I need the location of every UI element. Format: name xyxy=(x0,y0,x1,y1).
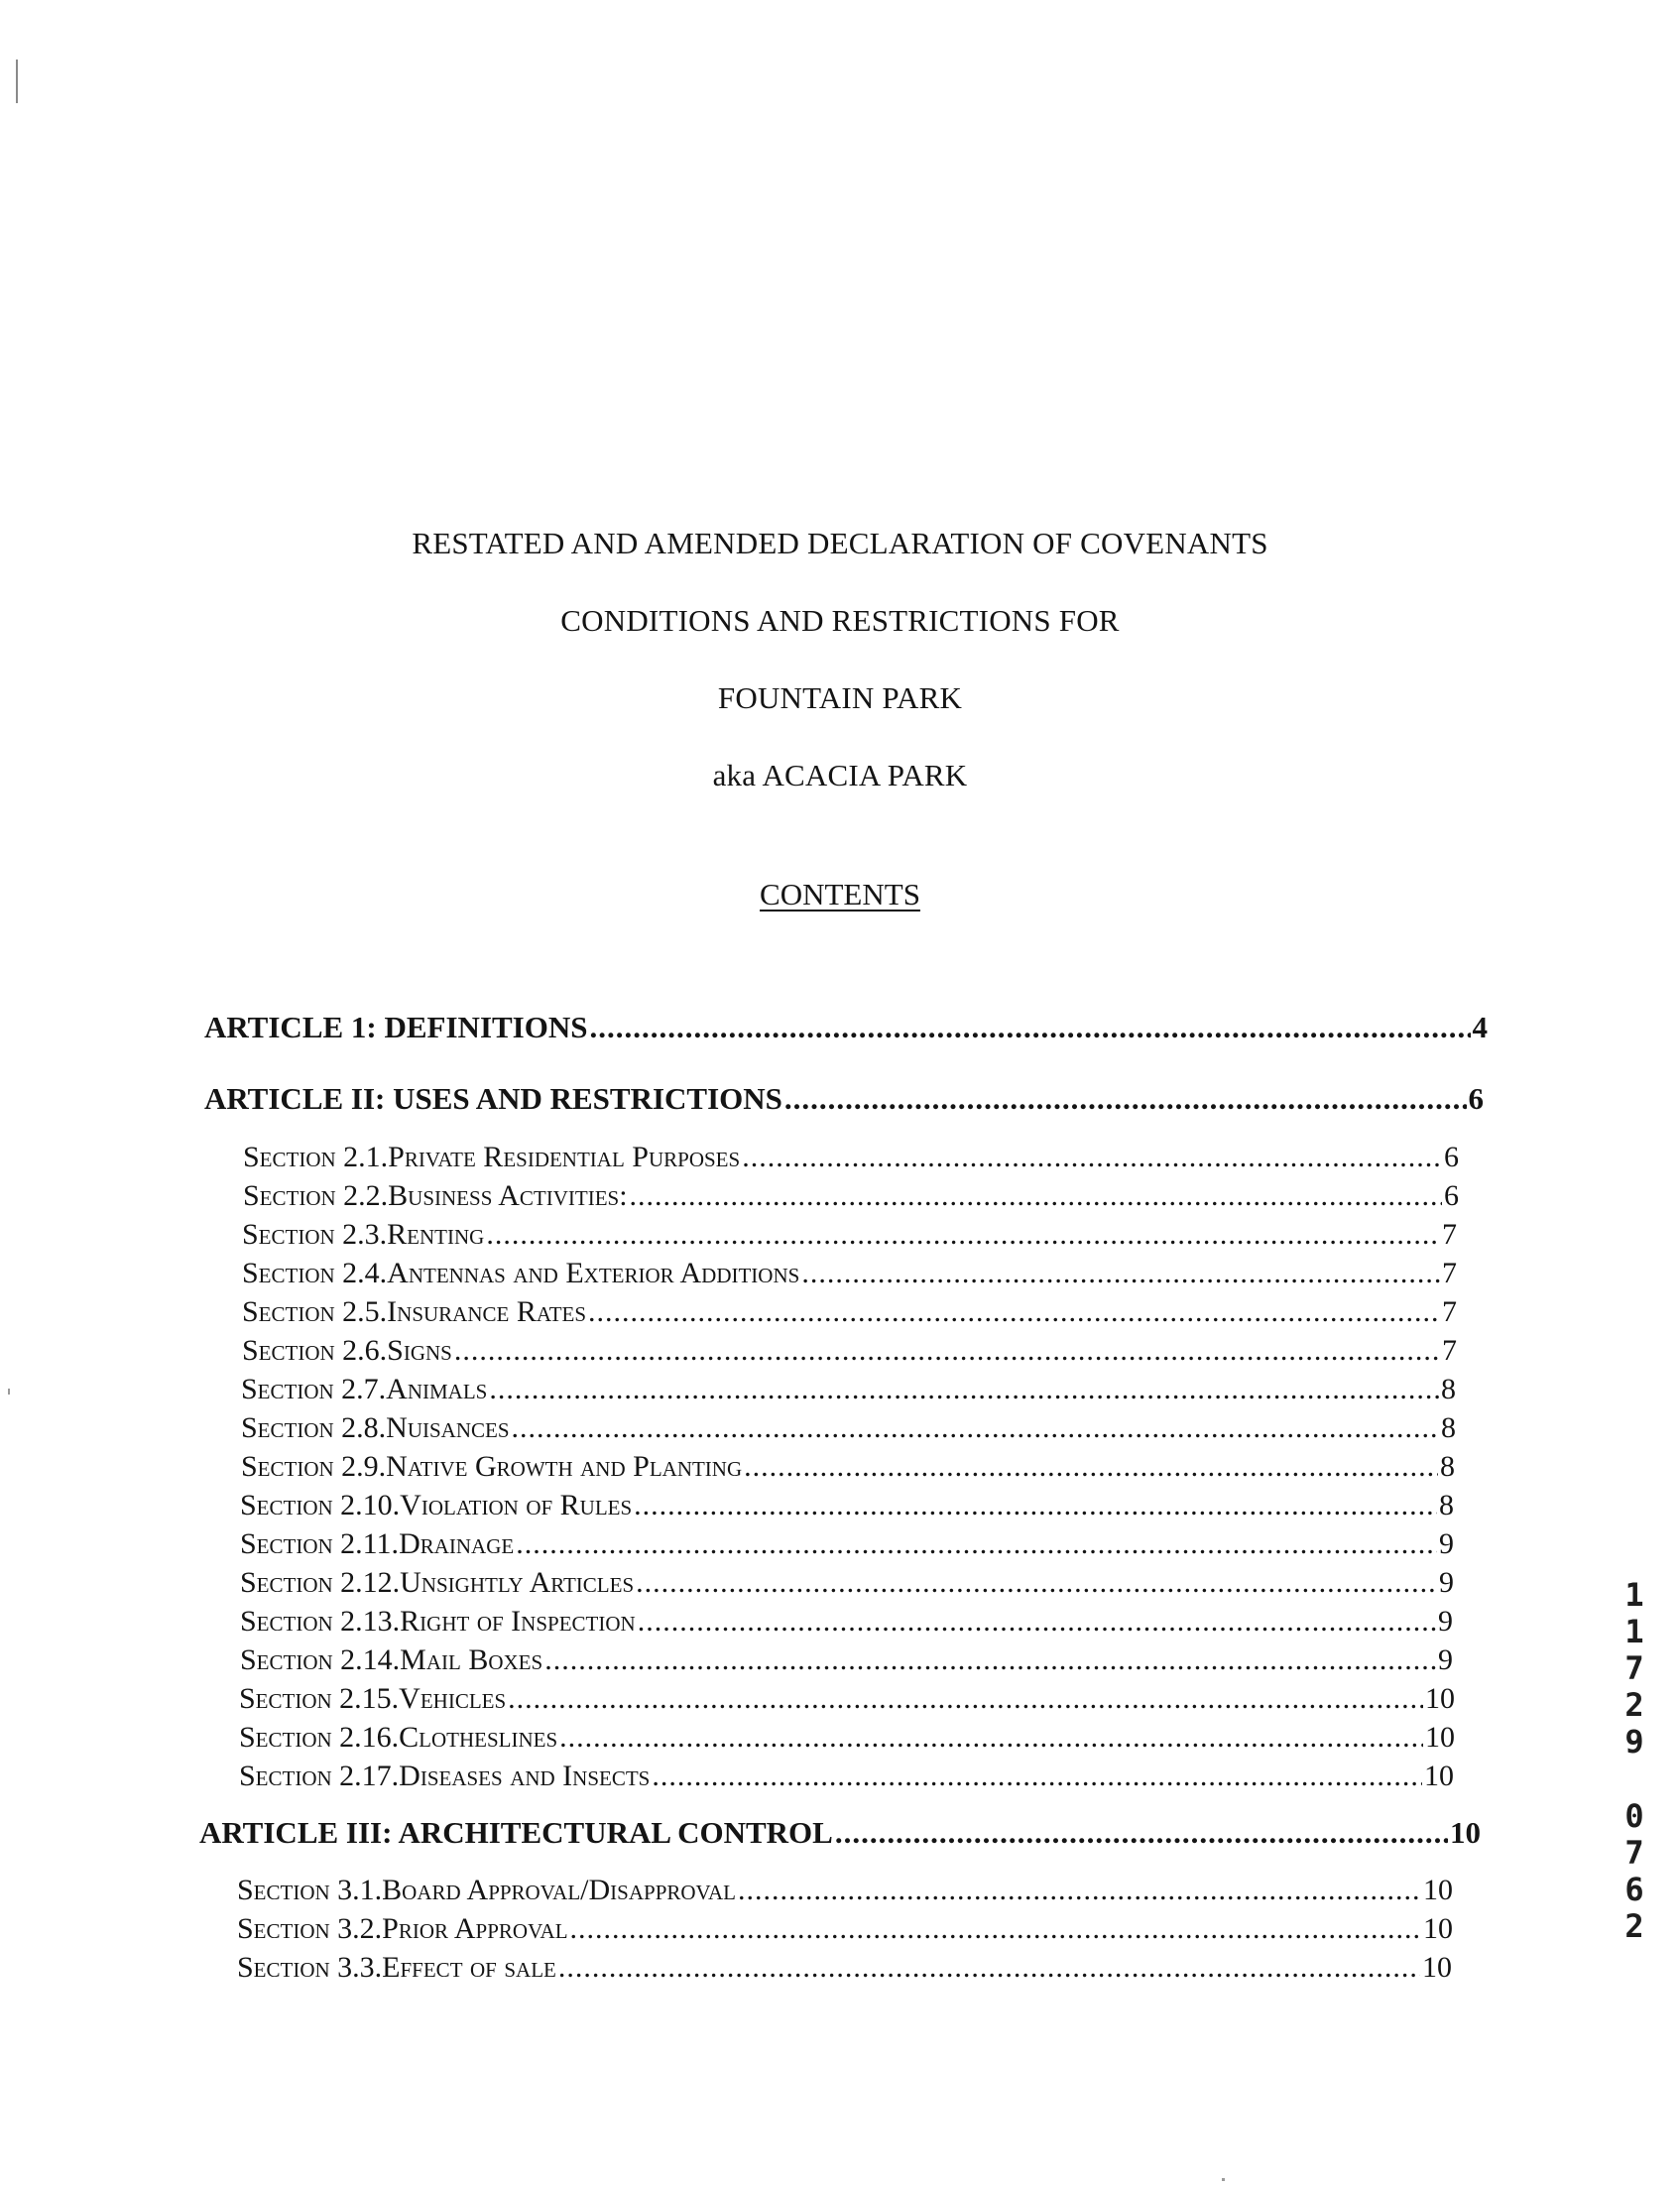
stamp-digit: 1 xyxy=(1624,1613,1644,1650)
recording-number-stamp xyxy=(1615,1577,1654,1945)
toc-page-number: 9 xyxy=(1439,1527,1454,1560)
dot-leader xyxy=(516,1527,1437,1561)
toc-page-number: 9 xyxy=(1439,1566,1454,1599)
stamp-digit: 0 xyxy=(1624,1797,1644,1835)
toc-section-number: Section 2.12. xyxy=(240,1566,401,1599)
toc-section-2-8[interactable] xyxy=(241,1411,1456,1445)
toc-section-2-6[interactable] xyxy=(242,1334,1457,1368)
stamp-digit: 2 xyxy=(1624,1686,1644,1724)
contents-heading xyxy=(0,877,1680,912)
toc-section-2-17[interactable] xyxy=(239,1760,1454,1793)
toc-section-number: Section 2.1. xyxy=(243,1141,389,1173)
dot-leader xyxy=(634,1489,1437,1522)
toc-section-title: Right of Inspection xyxy=(400,1605,636,1638)
stamp-digit: 7 xyxy=(1624,1649,1644,1687)
toc-section-title: Drainage xyxy=(399,1527,515,1560)
title-line-1: RESTATED AND AMENDED DECLARATION OF COVENANTS xyxy=(412,526,1268,560)
dot-leader xyxy=(486,1218,1440,1252)
toc-section-title: Diseases and Insects xyxy=(399,1760,651,1792)
toc-section-title: Violation of Rules xyxy=(400,1489,633,1521)
toc-section-number: Section 2.17. xyxy=(239,1760,400,1792)
toc-section-2-13[interactable] xyxy=(240,1605,1453,1639)
toc-section-title: Nuisances xyxy=(386,1411,510,1444)
toc-section-2-2[interactable] xyxy=(243,1179,1459,1213)
toc-section-title: Renting xyxy=(387,1218,485,1251)
toc-section-title: Prior Approval xyxy=(382,1912,568,1945)
contents-heading-text: CONTENTS xyxy=(760,877,920,912)
toc-section-title: Animals xyxy=(386,1373,488,1405)
toc-page-number: 9 xyxy=(1438,1643,1453,1676)
toc-section-number: Section 3.1. xyxy=(237,1874,383,1906)
toc-section-number: Section 2.16. xyxy=(239,1721,400,1754)
toc-page-number: 7 xyxy=(1442,1295,1457,1328)
toc-section-3-2[interactable] xyxy=(237,1912,1453,1946)
dot-leader xyxy=(559,1721,1423,1755)
toc-section-title: Private Residential Purposes xyxy=(388,1141,741,1173)
toc-section-number: Section 2.3. xyxy=(242,1218,388,1251)
toc-section-2-11[interactable] xyxy=(240,1527,1454,1561)
toc-section-title: Antennas and Exterior Additions xyxy=(387,1257,800,1289)
toc-page-number: 7 xyxy=(1442,1218,1457,1251)
toc-page-number: 10 xyxy=(1425,1721,1455,1754)
toc-article-3[interactable] xyxy=(199,1815,1481,1851)
toc-section-title: Mail Boxes xyxy=(400,1643,543,1676)
dot-leader xyxy=(638,1605,1436,1639)
dot-leader xyxy=(508,1682,1423,1716)
toc-section-2-14[interactable] xyxy=(240,1643,1453,1677)
toc-page-number: 10 xyxy=(1424,1760,1454,1792)
toc-section-2-7[interactable] xyxy=(241,1373,1456,1406)
toc-section-number: Section 2.14. xyxy=(240,1643,401,1676)
dot-leader xyxy=(784,1081,1467,1117)
dot-leader xyxy=(636,1566,1437,1600)
toc-article-1[interactable] xyxy=(204,1010,1488,1045)
toc-article-2[interactable] xyxy=(204,1081,1484,1117)
toc-section-number: Section 2.2. xyxy=(243,1179,389,1212)
toc-section-number: Section 2.9. xyxy=(241,1450,387,1483)
title-line-2: CONDITIONS AND RESTRICTIONS FOR xyxy=(560,603,1120,638)
toc-section-number: Section 2.11. xyxy=(240,1527,400,1560)
toc-page-number: 6 xyxy=(1468,1081,1484,1116)
toc-page-number: 8 xyxy=(1441,1373,1456,1405)
toc-section-2-12[interactable] xyxy=(240,1566,1454,1600)
dot-leader xyxy=(570,1912,1421,1946)
toc-section-2-9[interactable] xyxy=(241,1450,1455,1484)
toc-article-label: ARTICLE 1: DEFINITIONS xyxy=(204,1010,588,1044)
stamp-gap xyxy=(1615,1761,1654,1798)
dot-leader xyxy=(630,1179,1442,1213)
toc-section-title: Clotheslines xyxy=(399,1721,558,1754)
toc-page-number: 8 xyxy=(1439,1489,1454,1521)
toc-section-2-3[interactable] xyxy=(242,1218,1457,1252)
toc-page-number: 7 xyxy=(1442,1334,1457,1367)
toc-section-number: Section 2.4. xyxy=(242,1257,388,1289)
dot-leader xyxy=(652,1760,1422,1793)
toc-section-number: Section 2.6. xyxy=(242,1334,388,1367)
toc-section-number: Section 3.3. xyxy=(237,1951,383,1984)
dot-leader xyxy=(744,1450,1438,1484)
toc-section-2-4[interactable] xyxy=(242,1257,1457,1290)
dot-leader xyxy=(801,1257,1440,1290)
stamp-digit: 1 xyxy=(1624,1576,1644,1614)
toc-page-number: 8 xyxy=(1440,1450,1455,1483)
toc-page-number: 7 xyxy=(1442,1257,1457,1289)
scan-speck-bottom xyxy=(1222,2178,1225,2181)
stamp-digit: 2 xyxy=(1624,1907,1644,1945)
dot-leader xyxy=(544,1643,1436,1677)
toc-section-number: Section 2.15. xyxy=(239,1682,400,1715)
dot-leader xyxy=(742,1141,1442,1174)
toc-section-title: Board Approval/Disapproval xyxy=(382,1874,736,1906)
dot-leader xyxy=(489,1373,1439,1406)
scan-speck xyxy=(8,1389,10,1395)
title-line-4: aka ACACIA PARK xyxy=(712,758,968,792)
toc-section-title: Signs xyxy=(387,1334,452,1367)
toc-page-number: 6 xyxy=(1444,1179,1459,1212)
dot-leader xyxy=(835,1815,1448,1851)
toc-section-number: Section 2.8. xyxy=(241,1411,387,1444)
toc-section-title: Native Growth and Planting xyxy=(386,1450,743,1483)
toc-section-2-15[interactable] xyxy=(239,1682,1455,1716)
toc-section-3-3[interactable] xyxy=(237,1951,1452,1985)
toc-section-2-10[interactable] xyxy=(240,1489,1454,1522)
toc-page-number: 10 xyxy=(1450,1815,1481,1850)
dot-leader xyxy=(588,1295,1440,1329)
dot-leader xyxy=(454,1334,1440,1368)
toc-page-number: 10 xyxy=(1423,1912,1453,1945)
toc-page-number: 10 xyxy=(1422,1951,1452,1984)
stamp-digit: 9 xyxy=(1624,1723,1644,1761)
toc-section-2-16[interactable] xyxy=(239,1721,1455,1755)
dot-leader xyxy=(512,1411,1439,1445)
toc-section-title: Unsightly Articles xyxy=(400,1566,635,1599)
dot-leader xyxy=(590,1010,1471,1045)
toc-page-number: 6 xyxy=(1444,1141,1459,1173)
toc-section-title: Business Activities: xyxy=(388,1179,628,1212)
toc-section-title: Vehicles xyxy=(399,1682,507,1715)
toc-section-3-1[interactable] xyxy=(237,1874,1453,1907)
toc-section-number: Section 2.7. xyxy=(241,1373,387,1405)
toc-section-2-5[interactable] xyxy=(242,1295,1457,1329)
scan-margin-mark xyxy=(16,60,18,103)
toc-section-title: Effect of sale xyxy=(382,1951,556,1984)
stamp-digit: 6 xyxy=(1624,1871,1644,1908)
toc-section-number: Section 2.10. xyxy=(240,1489,401,1521)
toc-section-number: Section 3.2. xyxy=(237,1912,383,1945)
dot-leader xyxy=(738,1874,1421,1907)
toc-section-2-1[interactable] xyxy=(243,1141,1459,1174)
toc-section-title: Insurance Rates xyxy=(387,1295,587,1328)
toc-page-number: 10 xyxy=(1423,1874,1453,1906)
toc-section-number: Section 2.5. xyxy=(242,1295,388,1328)
stamp-digit: 7 xyxy=(1624,1834,1644,1872)
toc-page-number: 4 xyxy=(1472,1010,1488,1044)
toc-page-number: 9 xyxy=(1438,1605,1453,1638)
toc-page-number: 10 xyxy=(1425,1682,1455,1715)
toc-article-label: ARTICLE II: USES AND RESTRICTIONS xyxy=(204,1081,782,1116)
toc-page-number: 8 xyxy=(1441,1411,1456,1444)
toc-article-label: ARTICLE III: ARCHITECTURAL CONTROL xyxy=(199,1815,833,1850)
title-line-3: FOUNTAIN PARK xyxy=(717,680,963,715)
toc-section-number: Section 2.13. xyxy=(240,1605,401,1638)
dot-leader xyxy=(558,1951,1420,1985)
